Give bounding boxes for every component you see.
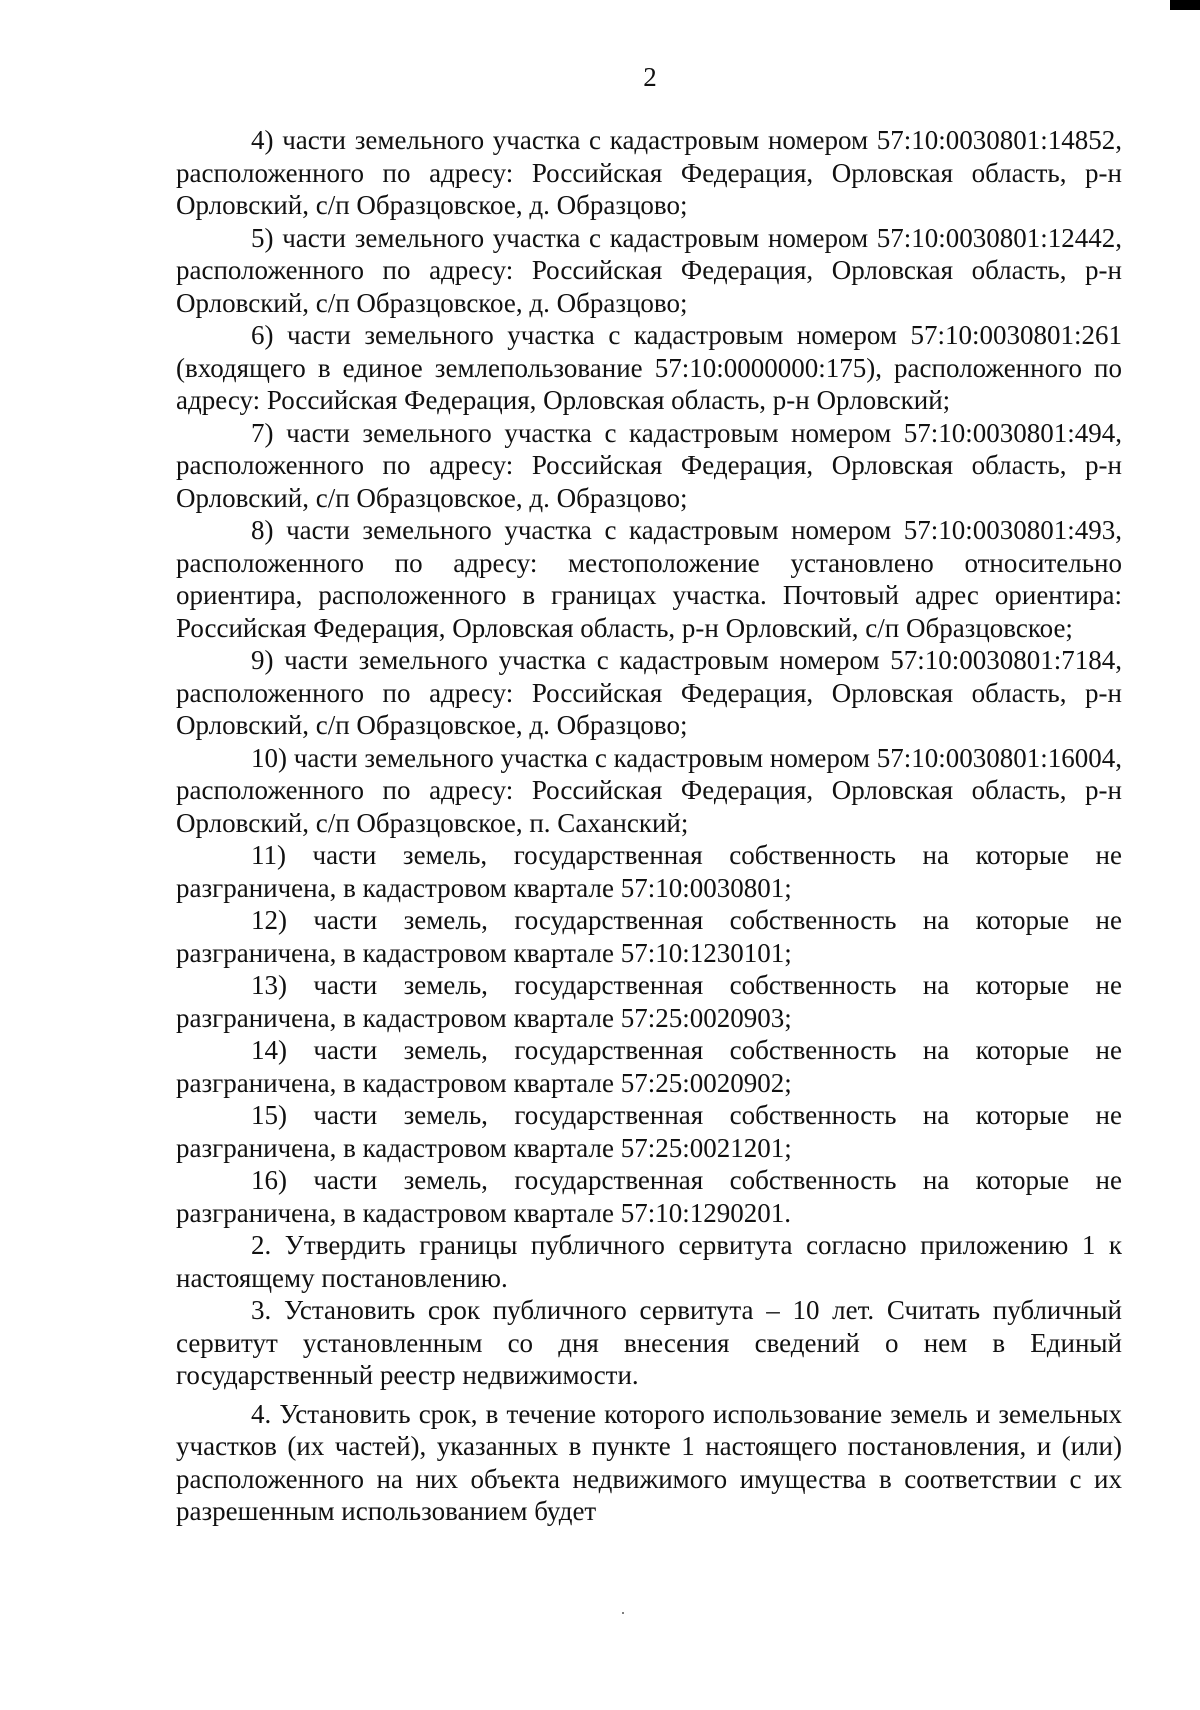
paragraph-item-16: 16) части земель, государственная собственность на которые не разграничена, в кадастровом квартале 57:10:1290201. xyxy=(176,1165,1122,1228)
paragraph-item-11: 11) части земель, государственная собственность на которые не разграничена, в кадастровом квартале 57:10:0030801; xyxy=(176,840,1122,903)
scan-speck xyxy=(622,1612,624,1614)
page-number: 2 xyxy=(643,62,657,92)
paragraph-item-9: 9) части земельного участка с кадастровым номером 57:10:0030801:7184, расположенного по адресу: Российская Федерация, Орловская область, р-н Орловский, с/п Образцовское, д. Образцово; xyxy=(176,645,1122,740)
paragraph-item-13: 13) части земель, государственная собственность на которые не разграничена, в кадастровом квартале 57:25:0020903; xyxy=(176,970,1122,1033)
document-body xyxy=(176,124,1122,1528)
paragraph-clause-4: 4. Установить срок, в течение которого использование земель и земельных участков (их частей), указанных в пункте 1 настоящего постановления, и (или) расположенного на них объекта недвижимого имущества в соответствии с их разрешенным использованием будет xyxy=(176,1398,1122,1526)
paragraph-clause-2: 2. Утвердить границы публичного сервитута согласно приложению 1 к настоящему постановлению. xyxy=(176,1230,1122,1293)
paragraph-item-12: 12) части земель, государственная собственность на которые не разграничена, в кадастровом квартале 57:10:1230101; xyxy=(176,905,1122,968)
paragraph-item-8: 8) части земельного участка с кадастровым номером 57:10:0030801:493, расположенного по адресу: местоположение установлено относительно ориентира, расположенного в границах участка. Почтовый адрес ориентира: Российская Федерация, Орловская область, р-н Орловский, с/п Образцовское; xyxy=(176,515,1122,643)
paragraph-item-6: 6) части земельного участка с кадастровым номером 57:10:0030801:261 (входящего в единое землепользование 57:10:0000000:175), расположенного по адресу: Российская Федерация, Орловская область, р-н Орловский; xyxy=(176,320,1122,415)
paragraph-item-5: 5) части земельного участка с кадастровым номером 57:10:0030801:12442, расположенного по адресу: Российская Федерация, Орловская область, р-н Орловский, с/п Образцовское, д. Образцово; xyxy=(176,222,1122,318)
paragraph-item-15: 15) части земель, государственная собственность на которые не разграничена, в кадастровом квартале 57:25:0021201; xyxy=(176,1100,1122,1163)
paragraph-item-14: 14) части земель, государственная собственность на которые не разграничена, в кадастровом квартале 57:25:0020902; xyxy=(176,1035,1122,1098)
scan-edge-mark xyxy=(1170,0,1200,10)
paragraph-clause-3: 3. Установить срок публичного сервитута – 10 лет. Считать публичный сервитут установленным со дня внесения сведений о нем в Единый государственный реестр недвижимости. xyxy=(176,1295,1122,1390)
paragraph-item-4: 4) части земельного участка с кадастровым номером 57:10:0030801:14852, расположенного по адресу: Российская Федерация, Орловская область, р-н Орловский, с/п Образцовское, д. Образцово; xyxy=(176,125,1122,220)
paragraph-item-10: 10) части земельного участка с кадастровым номером 57:10:0030801:16004, расположенного по адресу: Российская Федерация, Орловская область, р-н Орловский, с/п Образцовское, п. Саханский; xyxy=(176,742,1122,838)
paragraph-item-7: 7) части земельного участка с кадастровым номером 57:10:0030801:494, расположенного по адресу: Российская Федерация, Орловская область, р-н Орловский, с/п Образцовское, д. Образцово; xyxy=(176,417,1122,513)
